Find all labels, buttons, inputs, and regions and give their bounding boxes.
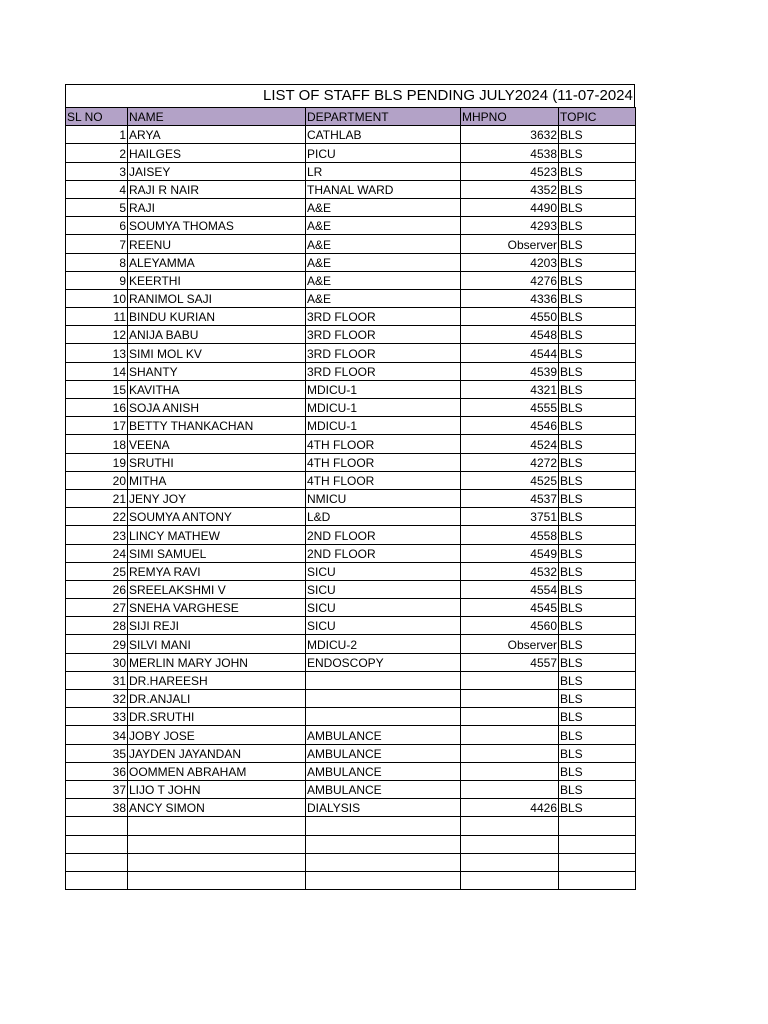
cell-mhpno: 4557 [461,653,559,671]
cell-name: KEERTHI [128,271,306,289]
cell-name: BETTY THANKACHAN [128,417,306,435]
cell-mhpno: 4544 [461,344,559,362]
cell-department: 2ND FLOOR [306,526,461,544]
table-row [66,471,636,489]
cell-sl-no: 9 [66,271,128,289]
sheet-title: LIST OF STAFF BLS PENDING JULY2024 (11-07-2024 [263,87,633,104]
table-row [66,762,636,780]
cell-sl-no [66,853,128,871]
table-row [66,253,636,271]
cell-sl-no: 26 [66,580,128,598]
cell-topic: BLS [559,235,636,253]
table-row [66,780,636,798]
cell-name: BINDU KURIAN [128,308,306,326]
cell-name: SIJI REJI [128,617,306,635]
cell-mhpno [461,690,559,708]
cell-department [306,671,461,689]
cell-sl-no: 33 [66,708,128,726]
cell-sl-no: 32 [66,690,128,708]
cell-sl-no: 16 [66,399,128,417]
cell-mhpno: 4525 [461,471,559,489]
cell-mhpno [461,744,559,762]
cell-name: ANCY SIMON [128,799,306,817]
cell-name: SIMI SAMUEL [128,544,306,562]
cell-department: AMBULANCE [306,780,461,798]
cell-department [306,690,461,708]
cell-name [128,835,306,853]
header-topic: TOPIC [559,108,636,126]
cell-topic: BLS [559,617,636,635]
cell-sl-no: 25 [66,562,128,580]
table-row [66,217,636,235]
cell-mhpno: 4272 [461,453,559,471]
cell-sl-no: 11 [66,308,128,326]
cell-name: REMYA RAVI [128,562,306,580]
table-row [66,580,636,598]
header-department: DEPARTMENT [306,108,461,126]
cell-name: RAJI R NAIR [128,180,306,198]
cell-department: A&E [306,217,461,235]
cell-department: AMBULANCE [306,744,461,762]
cell-mhpno: 4524 [461,435,559,453]
cell-mhpno: 4426 [461,799,559,817]
cell-name: ANIJA BABU [128,326,306,344]
cell-department: 3RD FLOOR [306,362,461,380]
cell-name: SOUMYA THOMAS [128,217,306,235]
cell-topic: BLS [559,453,636,471]
cell-sl-no: 17 [66,417,128,435]
cell-department [306,871,461,889]
table-row [66,198,636,216]
table-row [66,380,636,398]
table-row [66,453,636,471]
cell-department: ENDOSCOPY [306,653,461,671]
table-row [66,871,636,889]
cell-sl-no: 35 [66,744,128,762]
cell-topic: BLS [559,726,636,744]
cell-name: KAVITHA [128,380,306,398]
cell-mhpno: 4336 [461,289,559,307]
staff-table [65,107,636,890]
cell-department: SICU [306,580,461,598]
cell-name: LIJO T JOHN [128,780,306,798]
cell-sl-no: 4 [66,180,128,198]
table-row [66,744,636,762]
cell-sl-no: 24 [66,544,128,562]
cell-mhpno: 4549 [461,544,559,562]
cell-topic: BLS [559,653,636,671]
cell-mhpno: 4545 [461,599,559,617]
cell-mhpno [461,708,559,726]
cell-sl-no: 18 [66,435,128,453]
cell-department [306,853,461,871]
cell-sl-no: 20 [66,471,128,489]
cell-topic: BLS [559,289,636,307]
table-row [66,508,636,526]
cell-name: SNEHA VARGHESE [128,599,306,617]
cell-mhpno [461,780,559,798]
cell-topic: BLS [559,435,636,453]
cell-name: RAJI [128,198,306,216]
cell-mhpno: 4538 [461,144,559,162]
cell-mhpno: 4293 [461,217,559,235]
table-row [66,599,636,617]
cell-department: THANAL WARD [306,180,461,198]
cell-mhpno: 4532 [461,562,559,580]
cell-topic: BLS [559,635,636,653]
cell-topic: BLS [559,126,636,144]
cell-mhpno: 4203 [461,253,559,271]
cell-department: MDICU-1 [306,399,461,417]
table-row [66,417,636,435]
cell-name: VEENA [128,435,306,453]
cell-topic: BLS [559,562,636,580]
table-row [66,708,636,726]
cell-department [306,817,461,835]
table-row [66,435,636,453]
cell-department [306,708,461,726]
table-body [66,126,636,890]
cell-name [128,871,306,889]
cell-topic: BLS [559,417,636,435]
cell-department: 3RD FLOOR [306,326,461,344]
cell-sl-no: 28 [66,617,128,635]
cell-topic: BLS [559,253,636,271]
cell-mhpno: 4550 [461,308,559,326]
cell-sl-no: 36 [66,762,128,780]
header-row [66,108,636,126]
cell-department: NMICU [306,489,461,507]
cell-topic: BLS [559,308,636,326]
cell-sl-no: 2 [66,144,128,162]
cell-sl-no: 37 [66,780,128,798]
cell-name: DR.HAREESH [128,671,306,689]
cell-mhpno [461,671,559,689]
cell-topic: BLS [559,508,636,526]
cell-mhpno: Observer [461,235,559,253]
table-row [66,653,636,671]
cell-name: ALEYAMMA [128,253,306,271]
cell-topic: BLS [559,271,636,289]
cell-sl-no: 34 [66,726,128,744]
cell-mhpno: 4555 [461,399,559,417]
cell-topic: BLS [559,198,636,216]
cell-mhpno: 3751 [461,508,559,526]
table-row [66,617,636,635]
table-row [66,690,636,708]
cell-sl-no: 29 [66,635,128,653]
cell-sl-no: 1 [66,126,128,144]
cell-sl-no: 14 [66,362,128,380]
cell-topic: BLS [559,599,636,617]
cell-mhpno: 4546 [461,417,559,435]
cell-topic: BLS [559,671,636,689]
cell-sl-no: 8 [66,253,128,271]
table-row [66,271,636,289]
cell-department: DIALYSIS [306,799,461,817]
cell-department: CATHLAB [306,126,461,144]
cell-department [306,835,461,853]
cell-topic: BLS [559,489,636,507]
header-name: NAME [128,108,306,126]
table-row [66,635,636,653]
cell-mhpno: 4558 [461,526,559,544]
cell-sl-no: 13 [66,344,128,362]
cell-name [128,817,306,835]
table-row [66,180,636,198]
cell-topic: BLS [559,580,636,598]
cell-mhpno [461,726,559,744]
cell-mhpno: 4554 [461,580,559,598]
cell-name: LINCY MATHEW [128,526,306,544]
cell-name [128,853,306,871]
cell-department: A&E [306,289,461,307]
cell-mhpno: 4537 [461,489,559,507]
cell-mhpno: 4490 [461,198,559,216]
cell-sl-no: 30 [66,653,128,671]
cell-department: A&E [306,198,461,216]
table-row [66,799,636,817]
table-row [66,726,636,744]
cell-department: AMBULANCE [306,762,461,780]
cell-topic [559,853,636,871]
cell-department: SICU [306,562,461,580]
cell-sl-no: 7 [66,235,128,253]
cell-department: 4TH FLOOR [306,435,461,453]
cell-name: RANIMOL SAJI [128,289,306,307]
cell-department: MDICU-2 [306,635,461,653]
cell-name: DR.ANJALI [128,690,306,708]
cell-sl-no: 15 [66,380,128,398]
table-row [66,853,636,871]
cell-name: JOBY JOSE [128,726,306,744]
table-row [66,526,636,544]
cell-name: SOJA ANISH [128,399,306,417]
cell-topic: BLS [559,344,636,362]
cell-sl-no: 27 [66,599,128,617]
cell-department: L&D [306,508,461,526]
cell-name: DR.SRUTHI [128,708,306,726]
cell-mhpno: 4523 [461,162,559,180]
cell-department: SICU [306,599,461,617]
cell-sl-no [66,871,128,889]
cell-mhpno: 4352 [461,180,559,198]
cell-department: PICU [306,144,461,162]
header-sl-no: SL NO [66,108,128,126]
cell-department: MDICU-1 [306,380,461,398]
cell-name: JENY JOY [128,489,306,507]
cell-name: SHANTY [128,362,306,380]
cell-name: OOMMEN ABRAHAM [128,762,306,780]
cell-topic: BLS [559,544,636,562]
cell-department: 2ND FLOOR [306,544,461,562]
cell-sl-no: 10 [66,289,128,307]
cell-mhpno [461,853,559,871]
cell-department: SICU [306,617,461,635]
cell-topic: BLS [559,690,636,708]
table-row [66,671,636,689]
cell-name: SREELAKSHMI V [128,580,306,598]
table-row [66,817,636,835]
table-row [66,162,636,180]
cell-sl-no: 6 [66,217,128,235]
cell-topic: BLS [559,326,636,344]
table-row [66,562,636,580]
table-row [66,399,636,417]
table-row [66,308,636,326]
cell-name: REENU [128,235,306,253]
cell-topic: BLS [559,744,636,762]
cell-sl-no: 31 [66,671,128,689]
cell-topic: BLS [559,380,636,398]
cell-mhpno [461,817,559,835]
cell-sl-no: 22 [66,508,128,526]
table-row [66,835,636,853]
cell-topic [559,817,636,835]
cell-name: JAISEY [128,162,306,180]
cell-name: SIMI MOL KV [128,344,306,362]
table-row [66,344,636,362]
cell-name: MERLIN MARY JOHN [128,653,306,671]
cell-topic: BLS [559,780,636,798]
cell-topic: BLS [559,362,636,380]
cell-sl-no: 3 [66,162,128,180]
cell-mhpno: 4276 [461,271,559,289]
cell-mhpno [461,835,559,853]
cell-sl-no: 23 [66,526,128,544]
cell-topic: BLS [559,180,636,198]
cell-topic: BLS [559,526,636,544]
cell-name: HAILGES [128,144,306,162]
table-row [66,144,636,162]
cell-topic: BLS [559,762,636,780]
table-row [66,235,636,253]
header-mhpno: MHPNO [461,108,559,126]
cell-department: 3RD FLOOR [306,308,461,326]
cell-mhpno: 4548 [461,326,559,344]
table-row [66,489,636,507]
cell-department: 4TH FLOOR [306,453,461,471]
cell-mhpno [461,762,559,780]
table-row [66,126,636,144]
table-row [66,362,636,380]
cell-name: SILVI MANI [128,635,306,653]
cell-sl-no: 12 [66,326,128,344]
cell-sl-no: 38 [66,799,128,817]
spreadsheet [65,84,635,890]
cell-topic: BLS [559,144,636,162]
cell-name: SRUTHI [128,453,306,471]
cell-topic [559,835,636,853]
cell-department: 3RD FLOOR [306,344,461,362]
cell-mhpno [461,871,559,889]
cell-mhpno: Observer [461,635,559,653]
table-row [66,326,636,344]
cell-sl-no [66,817,128,835]
cell-department: MDICU-1 [306,417,461,435]
cell-name: JAYDEN JAYANDAN [128,744,306,762]
cell-department: A&E [306,235,461,253]
cell-topic: BLS [559,162,636,180]
cell-mhpno: 4321 [461,380,559,398]
cell-mhpno: 3632 [461,126,559,144]
cell-topic: BLS [559,799,636,817]
cell-sl-no: 21 [66,489,128,507]
cell-mhpno: 4539 [461,362,559,380]
cell-topic: BLS [559,399,636,417]
cell-department: A&E [306,271,461,289]
cell-topic: BLS [559,471,636,489]
title-row [65,84,635,107]
cell-department: 4TH FLOOR [306,471,461,489]
cell-topic: BLS [559,217,636,235]
cell-name: SOUMYA ANTONY [128,508,306,526]
table-row [66,289,636,307]
cell-sl-no: 5 [66,198,128,216]
cell-topic [559,871,636,889]
cell-sl-no [66,835,128,853]
cell-department: LR [306,162,461,180]
cell-name: ARYA [128,126,306,144]
cell-mhpno: 4560 [461,617,559,635]
table-row [66,544,636,562]
cell-topic: BLS [559,708,636,726]
cell-sl-no: 19 [66,453,128,471]
cell-department: A&E [306,253,461,271]
cell-name: MITHA [128,471,306,489]
cell-department: AMBULANCE [306,726,461,744]
